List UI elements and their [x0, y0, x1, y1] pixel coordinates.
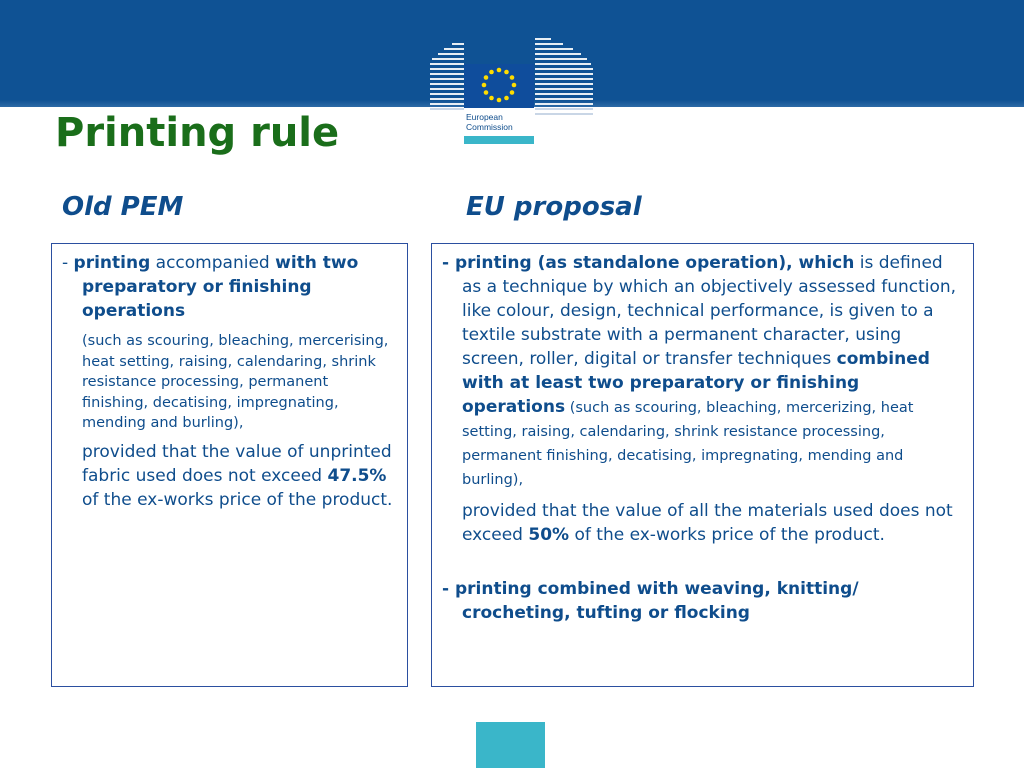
footer-accent-square — [476, 722, 545, 768]
operations-term: with two preparatory or finishing operations — [82, 253, 359, 321]
definition-text: is defined as a technique by which an objectively assessed function, like colour, design, technical performance, is given to a textile substrate with a permanent character, using screen, roller, digital or transfer techniques — [462, 253, 957, 369]
old-pem-box — [51, 243, 408, 687]
column-heading-eu-proposal: EU proposal — [466, 192, 642, 222]
standalone-term: - printing (as standalone operation), which — [442, 253, 855, 273]
rule-text: accompanied — [150, 253, 276, 273]
operations-examples: (such as scouring, bleaching, mercerizing, heat setting, raising, calendaring, shrink resistance processing, permanent finishing, decatising, impregnating, mending and burling), — [462, 400, 914, 488]
logo-wordmark — [466, 112, 532, 132]
condition-tail: of the ex-works price of the product. — [569, 525, 885, 545]
standalone-printing-rule — [442, 251, 963, 491]
page-title: Printing rule — [55, 110, 340, 156]
condition-text: provided that the value of all the materials used does not exceed — [462, 501, 953, 545]
threshold-value: 47.5% — [327, 465, 387, 486]
condition-tail: of the ex-works price of the product. — [82, 489, 393, 510]
eu-proposal-box — [431, 243, 974, 687]
value-condition — [442, 499, 963, 547]
value-condition — [62, 440, 393, 512]
operations-examples: (such as scouring, bleaching, mercerising, heat setting, raising, calendaring, shrink resistance processing, permanent finishing, decatising, impregnating, mending and burling), — [82, 333, 389, 431]
condition-text: provided that the value of unprinted fabric used does not exceed — [82, 441, 392, 486]
logo-line-2: Commission — [466, 122, 513, 132]
bullet-dash: - — [62, 253, 74, 273]
threshold-value: 50% — [528, 525, 570, 545]
old-pem-rule — [62, 251, 393, 323]
printing-term: printing — [73, 253, 151, 273]
logo-line-1: European — [466, 112, 503, 122]
operations-term: combined with at least two preparatory or finishing operations — [462, 349, 930, 417]
column-heading-old-pem: Old PEM — [62, 192, 184, 222]
combined-printing-rule: - printing combined with weaving, knitting/ crocheting, tufting or flocking — [442, 579, 859, 623]
